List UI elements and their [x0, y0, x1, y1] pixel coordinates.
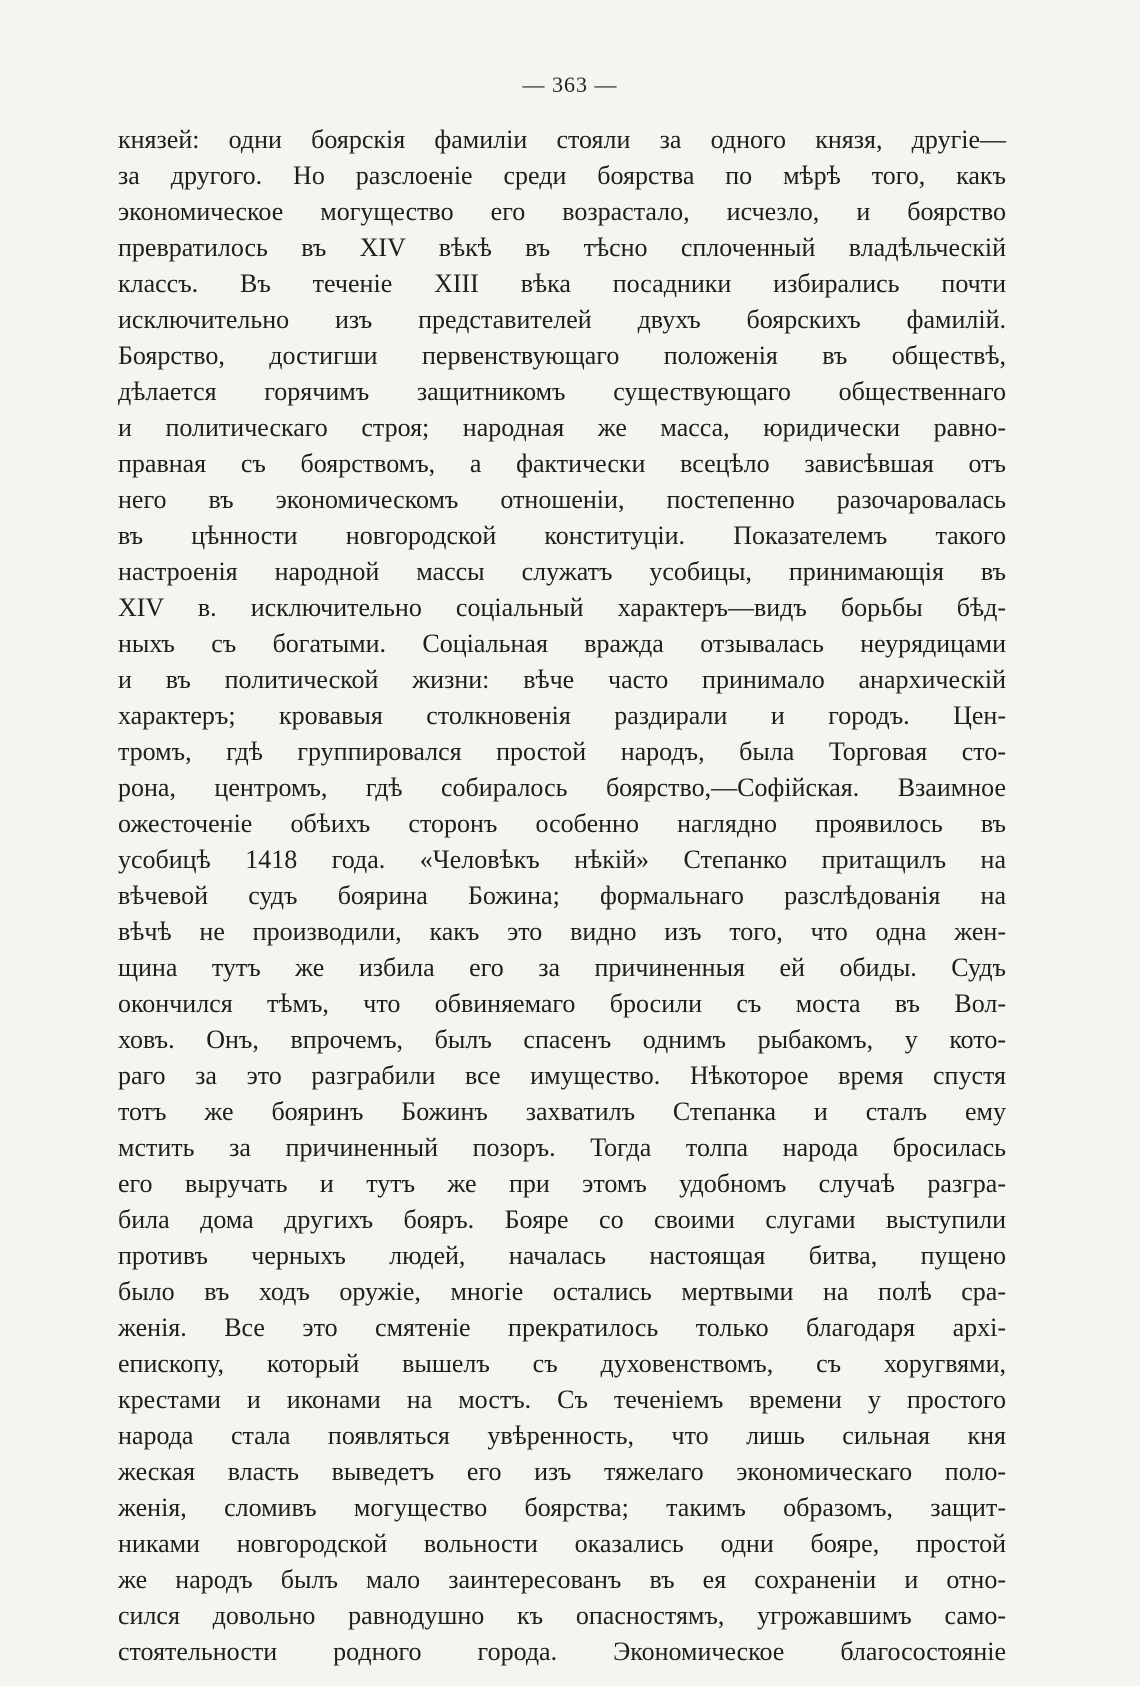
- text-line: XIV в. исключительно соціальный характеръ—видъ борьбы бѣд-: [118, 593, 1006, 622]
- text-line: стоятельности родного города. Экономическое благосостояніе: [118, 1637, 1006, 1666]
- text-line: мстить за причиненный позоръ. Тогда толпа народа бросилась: [118, 1133, 1006, 1162]
- text-line: била дома другихъ бояръ. Бояре со своими слугами выступили: [118, 1205, 1006, 1234]
- text-line: Боярство, достигши первенствующаго положенія въ обществѣ,: [118, 341, 1006, 370]
- text-line: ныхъ съ богатыми. Соціальная вражда отзывалась неурядицами: [118, 629, 1006, 658]
- text-line: и политическаго строя; народная же масса, юридически равно-: [118, 413, 1006, 442]
- text-line: характеръ; кровавыя столкновенія раздирали и городъ. Цен-: [118, 701, 1006, 730]
- text-line: народа стала появляться увѣренность, что лишь сильная кня: [118, 1421, 1006, 1450]
- text-line: никами новгородской вольности оказались одни бояре, простой: [118, 1529, 1006, 1558]
- text-line: экономическое могущество его возрастало, исчезло, и боярство: [118, 197, 1006, 226]
- text-line: князей: одни боярскія фамиліи стояли за одного князя, другіе—: [118, 125, 1006, 154]
- text-line: тотъ же бояринъ Божинъ захватилъ Степанка и сталъ ему: [118, 1097, 1006, 1126]
- text-line: крестами и иконами на мостъ. Съ теченіемъ времени у простого: [118, 1385, 1006, 1414]
- text-line: епископу, который вышелъ съ духовенствомъ, съ хоругвями,: [118, 1349, 1006, 1378]
- text-line: ожесточеніе обѣихъ сторонъ особенно наглядно проявилось въ: [118, 809, 1006, 838]
- text-line: его выручать и тутъ же при этомъ удобномъ случаѣ разгра-: [118, 1169, 1006, 1198]
- text-line: женія, сломивъ могущество боярства; такимъ образомъ, защит-: [118, 1493, 1006, 1522]
- text-line: сился довольно равнодушно къ опасностямъ, угрожавшимъ само-: [118, 1601, 1006, 1630]
- text-line: него въ экономическомъ отношеніи, постепенно разочаровалась: [118, 485, 1006, 514]
- text-line: было въ ходъ оружіе, многіе остались мертвыми на полѣ сра-: [118, 1277, 1006, 1306]
- text-line: превратилось въ XIV вѣкѣ въ тѣсно сплоченный владѣльческій: [118, 233, 1006, 262]
- text-line: жеская власть выведетъ его изъ тяжелаго экономическаго поло-: [118, 1457, 1006, 1486]
- text-line: раго за это разграбили все имущество. Нѣкоторое время спустя: [118, 1061, 1006, 1090]
- text-line: вѣчѣ не производили, какъ это видно изъ того, что одна жен-: [118, 917, 1006, 946]
- text-line: исключительно изъ представителей двухъ боярскихъ фамилій.: [118, 305, 1006, 334]
- text-line: же народъ былъ мало заинтересованъ въ ея сохраненіи и отно-: [118, 1565, 1006, 1594]
- body-text: [118, 122, 1006, 1670]
- text-line: въ цѣнности новгородской конституціи. Показателемъ такого: [118, 521, 1006, 550]
- text-line: ховъ. Онъ, впрочемъ, былъ спасенъ однимъ рыбакомъ, у кото-: [118, 1025, 1006, 1054]
- text-line: дѣлается горячимъ защитникомъ существующаго общественнаго: [118, 377, 1006, 406]
- page-number: — 363 —: [522, 72, 618, 97]
- text-line: женія. Все это смятеніе прекратилось только благодаря архі-: [118, 1313, 1006, 1342]
- text-line: усобицѣ 1418 года. «Человѣкъ нѣкій» Степанко притащилъ на: [118, 845, 1006, 874]
- text-line: настроенія народной массы служатъ усобицы, принимающія въ: [118, 557, 1006, 586]
- text-line: щина тутъ же избила его за причиненныя ей обиды. Судъ: [118, 953, 1006, 982]
- text-line: рона, центромъ, гдѣ собиралось боярство,—Софійская. Взаимное: [118, 773, 1006, 802]
- text-line: правная съ боярствомъ, а фактически всецѣло зависѣвшая отъ: [118, 449, 1006, 478]
- text-line: окончился тѣмъ, что обвиняемаго бросили съ моста въ Вол-: [118, 989, 1006, 1018]
- text-line: классъ. Въ теченіе XIII вѣка посадники избирались почти: [118, 269, 1006, 298]
- text-line: противъ черныхъ людей, началась настоящая битва, пущено: [118, 1241, 1006, 1270]
- text-line: за другого. Но разслоеніе среди боярства по мѣрѣ того, какъ: [118, 161, 1006, 190]
- text-line: вѣчевой судъ боярина Божина; формальнаго разслѣдованія на: [118, 881, 1006, 910]
- text-line: тромъ, гдѣ группировался простой народъ, была Торговая сто-: [118, 737, 1006, 766]
- text-line: и въ политической жизни: вѣче часто принимало анархическій: [118, 665, 1006, 694]
